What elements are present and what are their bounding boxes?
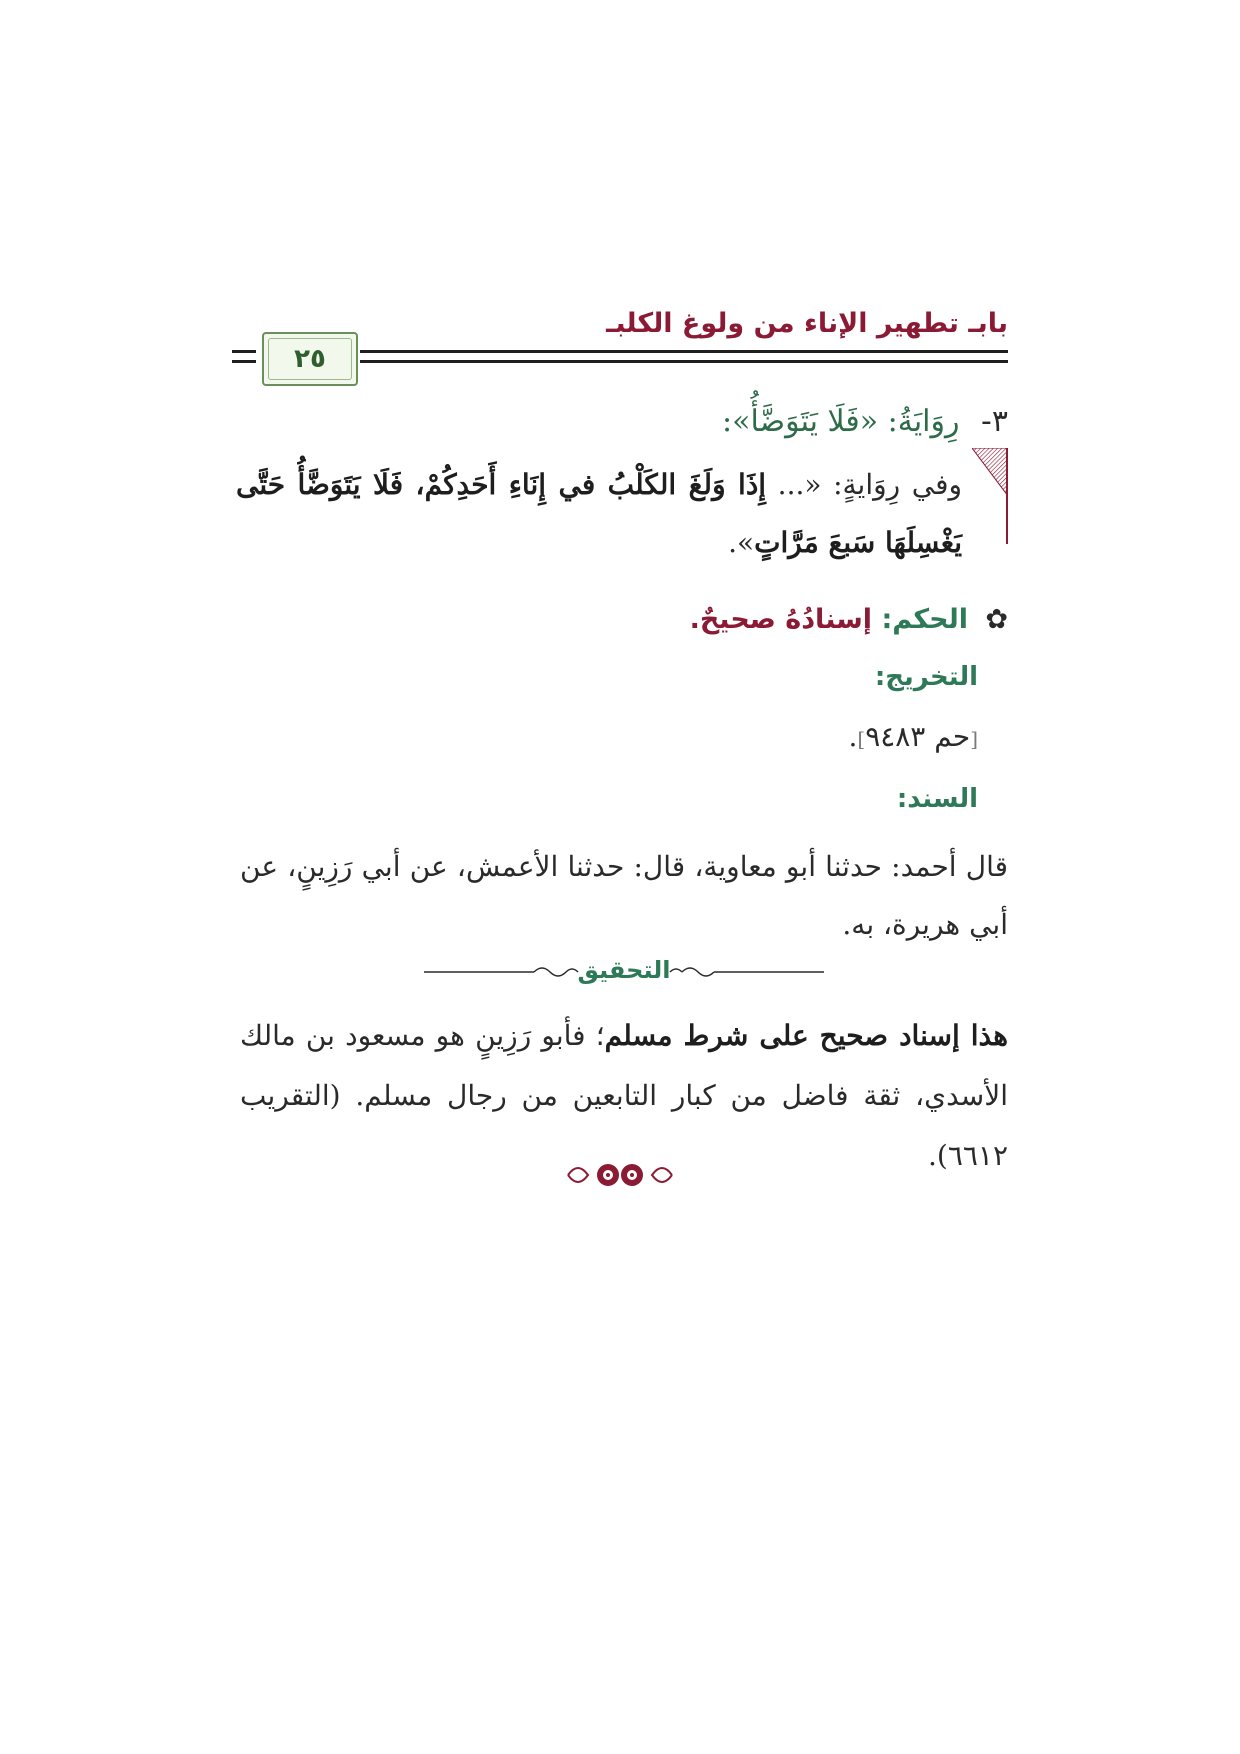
ruling-value: إسنادُهُ صحيحٌ. <box>689 604 873 635</box>
header-rule-left-bottom <box>232 360 256 363</box>
narration-close: ». <box>728 526 755 559</box>
hadith-text: إِذَا وَلَغَ الكَلْبُ في إِنَاءِ أَحَدِكُمْ، فَلَا يَتَوَضَّأُ حَتَّى يَغْسِلَهَا سَبعَ مَرَّاتٍ <box>236 468 962 559</box>
narration-text <box>236 456 962 572</box>
page-number: ٢٥ <box>294 344 326 374</box>
header-rule-left-top <box>232 350 256 353</box>
takhrij-label: التخريج: <box>874 662 978 692</box>
header-rule-right-top <box>360 350 1008 353</box>
flower-icon: ✿ <box>985 604 1008 635</box>
ruling-line <box>288 604 1008 635</box>
tahqiq-lead: هذا إسناد صحيح على شرط مسلم <box>604 1019 1009 1052</box>
section-title: رِوَايَةُ: «فَلَا يَتَوَضَّأُ»: <box>722 404 960 439</box>
header-rule-right-bottom <box>360 360 1008 363</box>
sanad-text: قال أحمد: حدثنا أبو معاوية، قال: حدثنا الأعمش، عن أبي رَزِينٍ، عن أبي هريرة، به. <box>240 850 1008 941</box>
sanad-label: السند: <box>896 784 978 814</box>
takhrij-value <box>848 720 978 753</box>
section-number: ٣- <box>981 404 1008 439</box>
bracket-open: [ <box>970 727 978 751</box>
narration-intro: وفي رِوَايةٍ: «... <box>766 468 963 501</box>
tahqiq-title: التحقيق <box>577 956 671 984</box>
section-heading <box>188 404 1008 439</box>
takhrij-reference: حم ٩٤٨٣ <box>865 720 971 753</box>
tahqiq-body: ؛ فأبو رَزِينٍ هو مسعود بن مالك الأسدي، ثقة فاضل من كبار التابعين من رجال مسلم. (التقريب ٦٦١٢). <box>240 1019 1008 1172</box>
page-number-badge <box>262 332 358 386</box>
bracket-close: ] <box>857 727 866 751</box>
ruling-label: الحكم: <box>881 604 968 635</box>
quote-corner-ornament-icon <box>972 448 1008 544</box>
end-ornament-icon <box>564 1156 676 1194</box>
takhrij-end: . <box>848 720 858 753</box>
chapter-title: بابـ تطهير الإناء من ولوغ الكلبـ <box>606 308 1008 339</box>
